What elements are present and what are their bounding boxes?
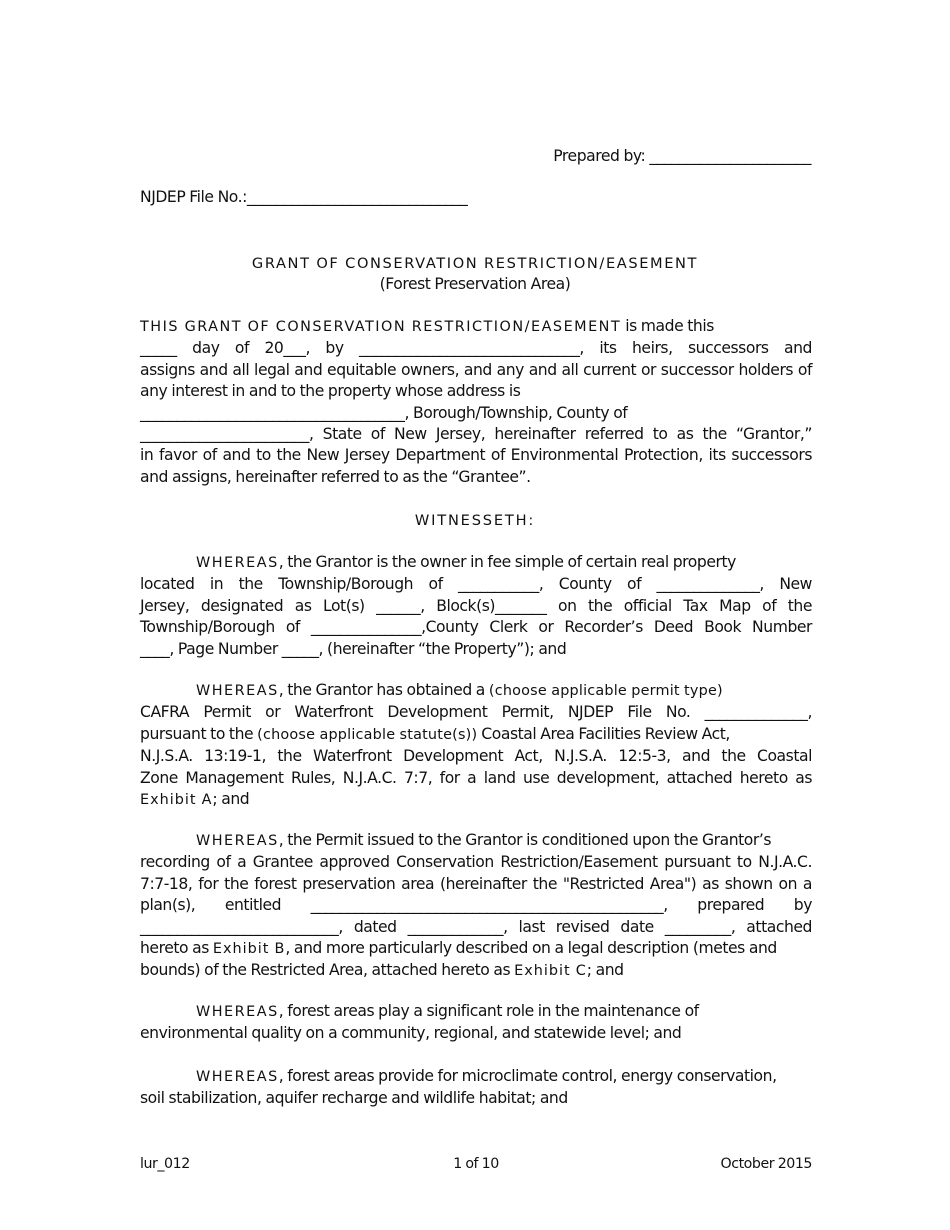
revision-date: October 2015 bbox=[720, 1156, 812, 1172]
para3-line-6: ; and bbox=[212, 790, 250, 809]
witnesseth-heading: WITNESSETH: bbox=[414, 512, 536, 529]
para4-line-7-post: ; and bbox=[586, 961, 624, 980]
para3-line-1: , the Grantor has obtained a bbox=[278, 681, 489, 699]
para4-line-4: plan(s), entitled ________________________________________________, prepared by bbox=[140, 896, 812, 915]
intro-line-5: ____________________________________, Borough/Township, County of bbox=[140, 403, 628, 422]
para5-line-1: , forest areas play a significant role in the maintenance of bbox=[278, 1002, 699, 1020]
njdep-file-number-field: NJDEP File No.:______________________________ bbox=[140, 188, 468, 206]
para6-line-2: soil stabilization, aquifer recharge and wildlife habitat; and bbox=[140, 1089, 568, 1108]
para2-line-2: located in the Township/Borough of ___________, County of ______________, New bbox=[140, 575, 812, 594]
para4-line-6-pre: hereto as bbox=[140, 939, 213, 958]
exhibit-a-ref: Exhibit A bbox=[140, 792, 213, 809]
para4-line-7-pre: bounds) of the Restricted Area, attached hereto as bbox=[140, 961, 515, 980]
para3-line-5: Zone Management Rules, N.J.A.C. 7:7, for a land use development, attached hereto as bbox=[140, 768, 812, 787]
title-main: GRANT OF CONSERVATION RESTRICTION/EASEMENT bbox=[251, 255, 699, 272]
para3-line-4: N.J.S.A. 13:19-1, the Waterfront Development Act, N.J.S.A. 12:5-3, and the Coastal bbox=[140, 747, 812, 766]
para4-line-2: recording of a Grantee approved Conservation Restriction/Easement pursuant to N.J.A.C. bbox=[140, 853, 812, 872]
statute-note: (choose applicable statute(s)) bbox=[257, 726, 478, 743]
whereas-paragraph-4 bbox=[140, 1001, 812, 1045]
para3-line-2: CAFRA Permit or Waterfront Development Permit, NJDEP File No. ______________, bbox=[140, 703, 812, 722]
title-subtitle: (Forest Preservation Area) bbox=[379, 275, 571, 294]
intro-line-4: any interest in and to the property whose address is bbox=[140, 382, 521, 401]
exhibit-c-ref: Exhibit C bbox=[514, 963, 587, 980]
whereas-label: WHEREAS bbox=[196, 683, 279, 699]
para4-line-5: ___________________________, dated _____________, last revised date _________, attached bbox=[140, 917, 812, 936]
para6-line-1: , forest areas provide for microclimate control, energy conservation, bbox=[278, 1067, 777, 1085]
form-id: lur_012 bbox=[140, 1156, 190, 1172]
intro-line-1: is made this bbox=[621, 317, 714, 335]
exhibit-b-ref: Exhibit B bbox=[212, 941, 286, 958]
para2-line-4: Township/Borough of _______________,County Clerk or Recorder’s Deed Book Number bbox=[140, 618, 812, 637]
intro-line-6: _______________________, State of New Jersey, hereinafter referred to as the “Grantor,” bbox=[140, 425, 812, 444]
whereas-paragraph-1 bbox=[140, 552, 812, 660]
para3-line-3-post: Coastal Area Facilities Review Act, bbox=[477, 724, 730, 743]
intro-paragraph bbox=[140, 316, 812, 488]
whereas-label: WHEREAS bbox=[196, 1069, 279, 1085]
document-title bbox=[140, 253, 810, 296]
intro-line-2: _____ day of 20___, by ______________________________, its heirs, successors and bbox=[140, 339, 812, 358]
page-number: 1 of 10 bbox=[453, 1156, 499, 1172]
para5-line-2: environmental quality on a community, regional, and statewide level; and bbox=[140, 1024, 682, 1043]
permit-type-note: (choose applicable permit type) bbox=[488, 683, 723, 699]
para2-line-3: Jersey, designated as Lot(s) ______, Block(s)_______ on the official Tax Map of the bbox=[140, 596, 812, 615]
whereas-label: WHEREAS bbox=[196, 555, 279, 571]
para4-line-3: 7:7-18, for the forest preservation area (hereinafter the "Restricted Area") as shown on a bbox=[140, 874, 812, 893]
para4-line-1: , the Permit issued to the Grantor is conditioned upon the Grantor’s bbox=[278, 831, 772, 849]
intro-line-3: assigns and all legal and equitable owners, and any and all current or successor holders of bbox=[140, 360, 812, 379]
whereas-label: WHEREAS bbox=[196, 833, 279, 849]
para3-line-3-pre: pursuant to the bbox=[140, 724, 258, 743]
whereas-label: WHEREAS bbox=[196, 1004, 279, 1020]
para4-line-6-post: , and more particularly described on a legal description (metes and bbox=[285, 939, 777, 958]
para2-line-1: , the Grantor is the owner in fee simple of certain real property bbox=[278, 553, 736, 571]
whereas-paragraph-2 bbox=[140, 680, 812, 811]
intro-lead: THIS GRANT OF CONSERVATION RESTRICTION/EASEMENT bbox=[140, 319, 622, 335]
intro-line-8: and assigns, hereinafter referred to as the “Grantee”. bbox=[140, 467, 531, 486]
whereas-paragraph-5 bbox=[140, 1066, 812, 1110]
whereas-paragraph-3 bbox=[140, 830, 812, 983]
intro-line-7: in favor of and to the New Jersey Department of Environmental Protection, its successors bbox=[140, 446, 812, 465]
para2-line-5: ____, Page Number _____, (hereinafter “the Property”); and bbox=[140, 639, 567, 658]
prepared-by-field: Prepared by: ______________________ bbox=[553, 147, 811, 165]
